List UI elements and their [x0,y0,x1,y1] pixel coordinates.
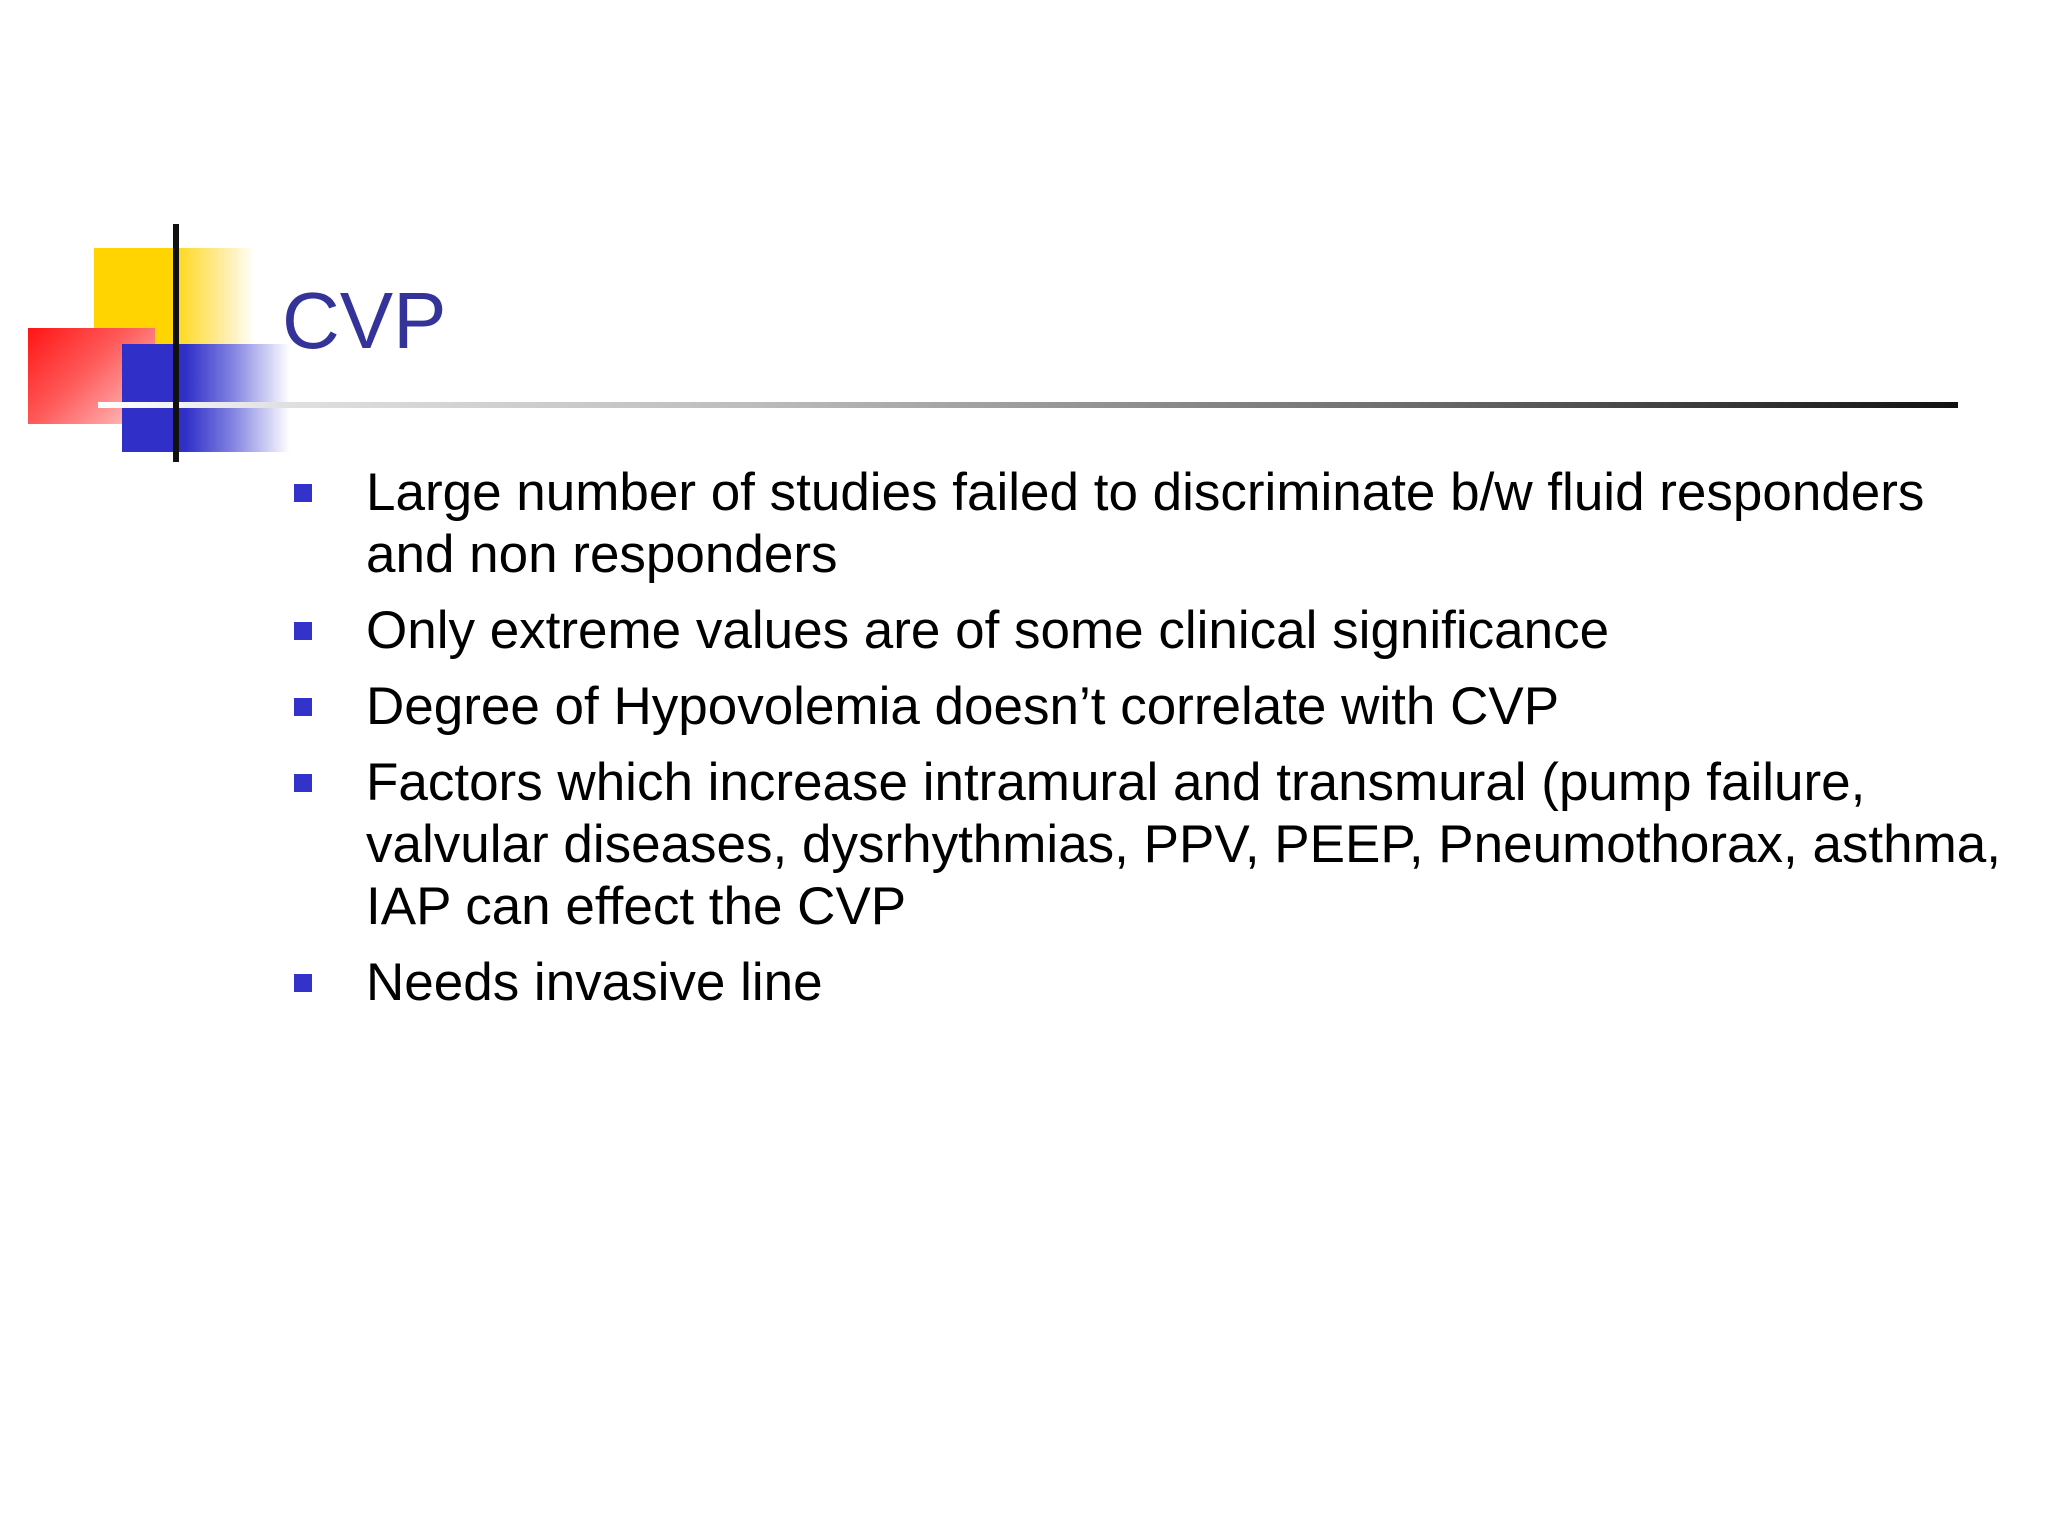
square-bullet-icon [294,698,312,716]
square-bullet-icon [294,484,312,502]
bullet-text: Factors which increase intramural and transmural (pump failure, valvular diseases, dysrhythmias, PPV, PEEP, Pneumothorax, asthma, IAP can effect the CVP [366,753,2001,936]
square-bullet-icon [294,622,312,640]
bullet-text: Only extreme values are of some clinical significance [366,601,1610,660]
bullet-item [290,462,2010,586]
bullet-item [290,676,2010,738]
bullet-text: Needs invasive line [366,953,823,1012]
bullet-text: Degree of Hypovolemia doesn’t correlate with CVP [366,677,1560,736]
bullet-item [290,952,2010,1014]
decor-vertical-line [173,224,179,462]
decor-blue-square [122,344,290,452]
slide-title: CVP [282,276,447,365]
bullet-text: Large number of studies failed to discriminate b/w fluid responders and non responders [366,463,1925,584]
bullet-list [290,462,2010,1028]
square-bullet-icon [294,774,312,792]
title-underline [98,402,1958,408]
square-bullet-icon [294,974,312,992]
bullet-item [290,752,2010,938]
bullet-item [290,600,2010,662]
